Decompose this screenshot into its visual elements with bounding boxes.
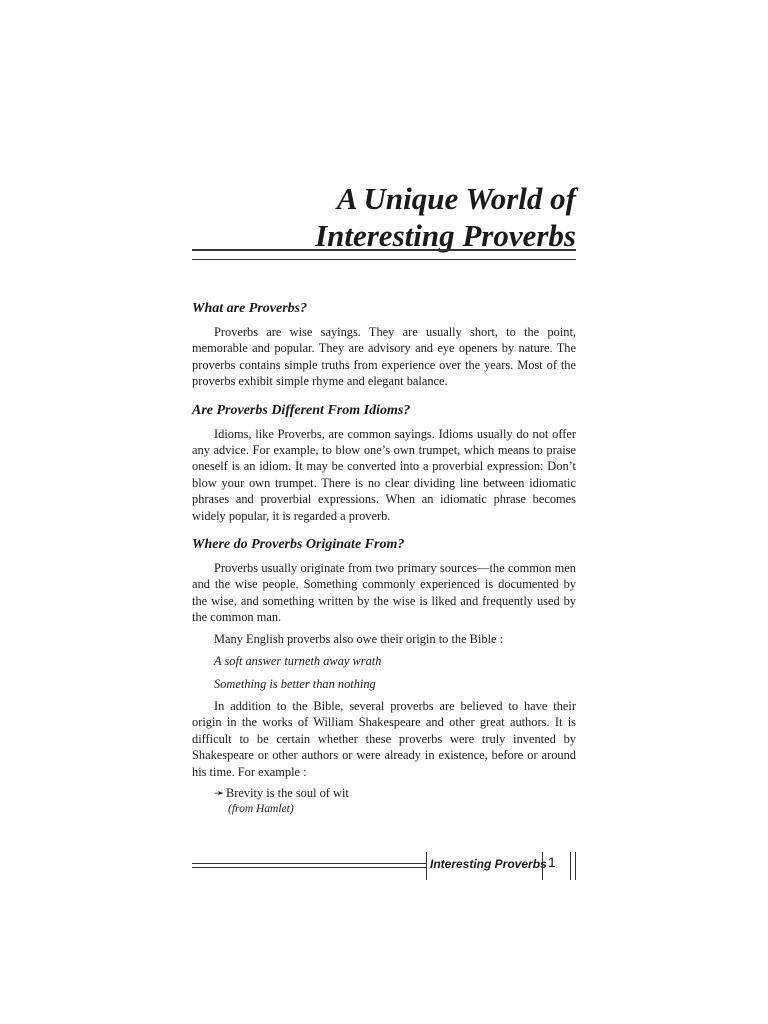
footer-divider — [570, 852, 571, 880]
quote-source: (from Hamlet) — [228, 803, 294, 816]
bullet-item — [214, 785, 576, 801]
page-content — [192, 300, 576, 818]
section-heading: Are Proverbs Different From Idioms? — [192, 402, 411, 418]
footer-book-title: Interesting Proverbs — [430, 857, 547, 871]
page-number: 1 — [548, 854, 556, 870]
chapter-title — [192, 180, 576, 254]
paragraph: Proverbs are wise sayings. They are usually short, to the point, memorable and popular. They are advisory and eye openers by nature. The proverbs contains simple truths from experience over the years. Most of the proverbs exhibit simple rhyme and elegant balance. — [192, 325, 576, 389]
paragraph: Many English proverbs also owe their origin to the Bible : — [214, 631, 504, 646]
section-heading: Where do Proverbs Originate From? — [192, 537, 405, 553]
title-rule — [192, 249, 576, 260]
paragraph: Idioms, like Proverbs, are common sayings. Idioms usually do not offer any advice. For example, to blow one’s own trumpet, which means to praise oneself is an idiom. It may be converted into a proverbial expression: Don’t blow your own trumpet. There is no clear dividing line between idiomatic phrases and proverbial expressions. When an idiomatic phrase becomes widely popular, it is regarded a proverb. — [192, 426, 576, 523]
paragraph: In addition to the Bible, several proverbs are believed to have their origin in the works of William Shakespeare and other great authors. It is difficult to be certain whether these proverbs were truly invented by Shakespeare or other authors or were already in existence, before or around his time. For example : — [192, 698, 576, 779]
footer-rules — [192, 863, 427, 871]
footer-divider — [575, 852, 576, 880]
example-quote: A soft answer turneth away wrath — [214, 654, 382, 669]
title-line-2: Interesting Proverbs — [315, 218, 576, 253]
page-footer — [192, 852, 582, 882]
bullet-text: Brevity is the soul of wit — [226, 785, 349, 800]
example-quote: Something is better than nothing — [214, 676, 376, 691]
paragraph: Proverbs usually originate from two primary sources—the common men and the wise people. Something commonly experienced is documented by the wise, and something written by the wise is liked and frequently used by the common man. — [192, 561, 576, 625]
footer-divider — [426, 852, 427, 880]
title-line-1: A Unique World of — [336, 181, 576, 216]
section-heading: What are Proverbs? — [192, 301, 308, 316]
arrow-icon: ➛ — [214, 785, 225, 800]
footer-divider — [542, 852, 543, 880]
